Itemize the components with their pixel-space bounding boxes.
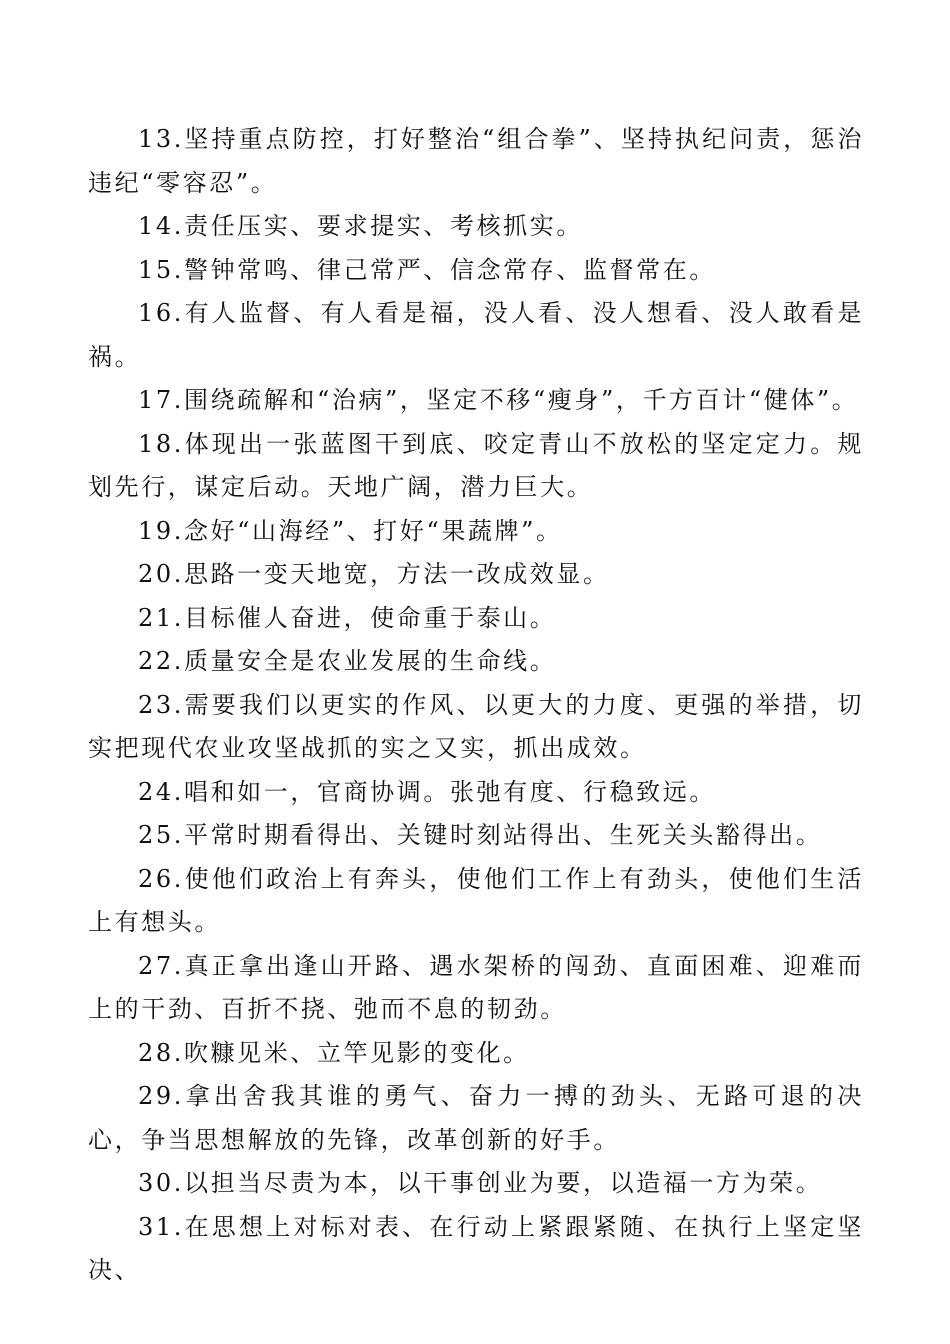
paragraph-31: 31.在思想上对标对表、在行动上紧跟紧随、在执行上坚定坚决、	[88, 1212, 864, 1284]
paragraph-28: 28.吹糠见米、立竿见影的变化。	[138, 1038, 530, 1067]
paragraph-24: 24.唱和如一，官商协调。张弛有度、行稳致远。	[138, 777, 716, 806]
paragraph-18: 18.体现出一张蓝图干到底、咬定青山不放松的坚定定力。规划先行，谋定后动。天地广阔，潜力巨大。	[88, 429, 864, 501]
paragraph-21: 21.目标催人奋进，使命重于泰山。	[138, 603, 557, 632]
paragraph-22: 22.质量安全是农业发展的生命线。	[138, 647, 557, 675]
paragraph-15: 15.警钟常鸣、律己常严、信念常存、监督常在。	[138, 255, 716, 284]
paragraph-25: 25.平常时期看得出、关键时刻站得出、生死关头豁得出。	[138, 821, 823, 849]
paragraph-23: 23.需要我们以更实的作风、以更大的力度、更强的举措，切实把现代农业攻坚战抓的实之又实，抓出成效。	[88, 690, 864, 762]
paragraph-16: 16.有人监督、有人看是福，没人看、没人想看、没人敢看是祸。	[88, 299, 864, 371]
paragraph-14: 14.责任压实、要求提实、考核抓实。	[138, 212, 583, 240]
paragraph-30: 30.以担当尽责为本，以干事创业为要，以造福一方为荣。	[138, 1169, 823, 1197]
paragraph-19: 19.念好“山海经”、打好“果蔬牌”。	[138, 516, 563, 545]
paragraph-26: 26.使他们政治上有奔头，使他们工作上有劲头，使他们生活上有想头。	[88, 864, 864, 936]
paragraph-20: 20.思路一变天地宽，方法一改成效显。	[138, 560, 610, 588]
document-page	[88, 118, 864, 1293]
paragraph-17: 17.围绕疏解和“治病”，坚定不移“瘦身”，千方百计“健体”。	[138, 386, 859, 414]
paragraph-27: 27.真正拿出逢山开路、遇水架桥的闯劲、直面困难、迎难而上的干劲、百折不挠、弛而不息的韧劲。	[88, 951, 864, 1023]
paragraph-29: 29.拿出舍我其谁的勇气、奋力一搏的劲头、无路可退的决心，争当思想解放的先锋，改革创新的好手。	[88, 1082, 864, 1154]
paragraph-13: 13.坚持重点防控，打好整治“组合拳”、坚持执纪问责，惩治违纪“零容忍”。	[88, 125, 864, 197]
